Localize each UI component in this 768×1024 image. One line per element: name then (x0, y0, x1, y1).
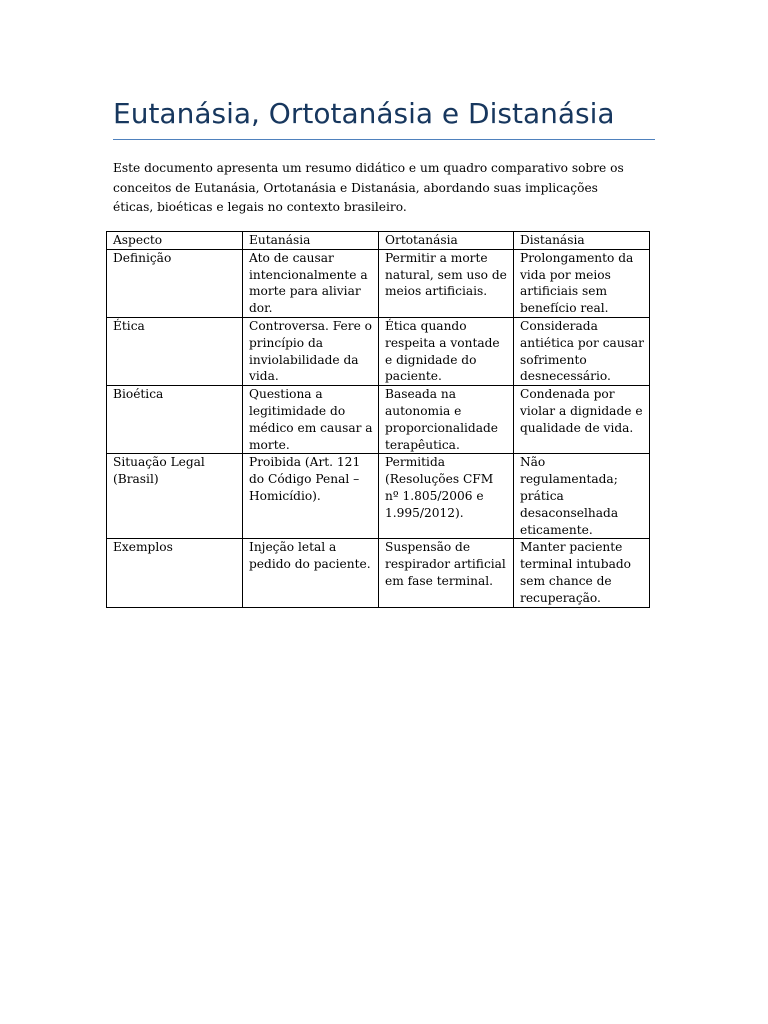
table-row (107, 317, 650, 385)
table-cell: Não regulamentada; prática desaconselhada eticamente. (514, 454, 650, 539)
header-cell-aspecto: Aspecto (107, 232, 243, 250)
row-label-cell: Ética (107, 317, 243, 385)
table-cell: Baseada na autonomia e proporcionalidade terapêutica. (379, 386, 514, 454)
title-underline (113, 139, 655, 140)
comparison-table (106, 231, 650, 608)
table-cell: Questiona a legitimidade do médico em causar a morte. (243, 386, 379, 454)
table-row (107, 386, 650, 454)
table-cell: Ato de causar intencionalmente a morte para aliviar dor. (243, 249, 379, 317)
table-cell: Permitida (Resoluções CFM nº 1.805/2006 e 1.995/2012). (379, 454, 514, 539)
table-cell: Proibida (Art. 121 do Código Penal – Homicídio). (243, 454, 379, 539)
document-title: Eutanásia, Ortotanásia e Distanásia (113, 97, 615, 130)
table-cell: Suspensão de respirador artificial em fase terminal. (379, 539, 514, 607)
row-label-cell: Bioética (107, 386, 243, 454)
table-cell: Permitir a morte natural, sem uso de meios artificiais. (379, 249, 514, 317)
intro-paragraph: Este documento apresenta um resumo didático e um quadro comparativo sobre os conceitos de Eutanásia, Ortotanásia e Distanásia, abordando suas implicações éticas, bioéticas e legais no contexto brasileiro. (113, 161, 624, 214)
table-row (107, 454, 650, 539)
table-cell: Condenada por violar a dignidade e qualidade de vida. (514, 386, 650, 454)
row-label-cell: Situação Legal (Brasil) (107, 454, 243, 539)
table-cell: Prolongamento da vida por meios artificiais sem benefício real. (514, 249, 650, 317)
row-label-cell: Definição (107, 249, 243, 317)
table-cell: Considerada antiética por causar sofrimento desnecessário. (514, 317, 650, 385)
header-cell-ortotanasia: Ortotanásia (379, 232, 514, 250)
table-row (107, 539, 650, 607)
table-cell: Manter paciente terminal intubado sem chance de recuperação. (514, 539, 650, 607)
table-row (107, 249, 650, 317)
table-cell: Controversa. Fere o princípio da inviolabilidade da vida. (243, 317, 379, 385)
header-cell-eutanasia: Eutanásia (243, 232, 379, 250)
header-cell-distanasia: Distanásia (514, 232, 650, 250)
table-cell: Injeção letal a pedido do paciente. (243, 539, 379, 607)
row-label-cell: Exemplos (107, 539, 243, 607)
table-header-row (107, 232, 650, 250)
table-cell: Ética quando respeita a vontade e dignidade do paciente. (379, 317, 514, 385)
